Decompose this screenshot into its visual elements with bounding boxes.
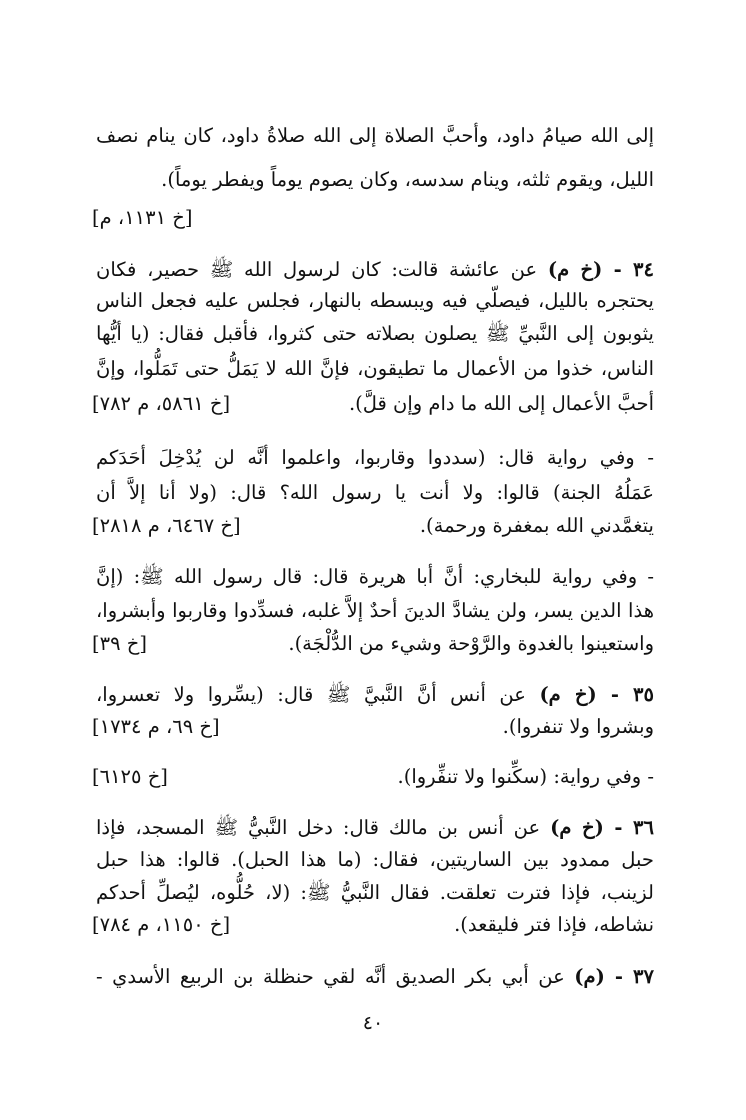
line-text: - وفي رواية: (سكِّنوا ولا تنفِّروا).	[397, 765, 654, 788]
text-line	[96, 478, 654, 508]
line-text: عَمَلُهُ الجنة) قالوا: ولا أنت يا رسول الله؟ قال: (ولا أنا إلاَّ أن	[96, 481, 654, 504]
text-line	[96, 562, 654, 592]
reference-citation: [خ ٣٩]	[92, 632, 147, 655]
line-text: الليل، ويقوم ثلثه، وينام سدسه، وكان يصوم يوماً ويفطر يوماً).	[161, 168, 654, 191]
reference-citation: [خ ٦٤٦٧، م ٢٨١٨]	[92, 514, 241, 537]
hadith-number: ٣٦ - (خ م)	[550, 816, 654, 839]
line-text: يثوبون إلى النَّبيِّ ﷺ يصلون بصلاته حتى كثروا، فأقبل فقال: (يا أيُّها	[96, 322, 654, 345]
text-line	[96, 962, 654, 992]
text-line	[96, 629, 654, 659]
reference-citation: [خ ١١٥٠، م ٧٨٤]	[92, 913, 231, 936]
reference-citation: [خ ١١٣١، م]	[92, 206, 193, 229]
line-text: - وفي رواية قال: (سددوا وقاربوا، واعلموا أنَّه لن يُدْخِلَ أحَدَكم	[96, 446, 654, 469]
text-line	[96, 286, 654, 316]
page-number: ٤٠	[362, 1012, 384, 1034]
text-line	[96, 121, 654, 151]
text-line	[96, 845, 654, 875]
hadith-number: ٣٧ - (م)	[574, 965, 654, 988]
text-line	[96, 878, 654, 908]
text-line	[96, 354, 654, 384]
line-text: وبشروا ولا تنفروا).	[502, 715, 654, 738]
line-text: حبل ممدود بين الساريتين، فقال: (ما هذا الحبل). قالوا: هذا حبل	[96, 848, 654, 871]
text-line	[96, 762, 654, 792]
line-text: هذا الدين يسر، ولن يشادَّ الدينَ أحدٌ إلاَّ غلبه، فسدِّدوا وقاربوا وأبشروا،	[96, 599, 654, 622]
line-text: لزينب، فإذا فترت تعلقت. فقال النَّبيُّ ﷺ: (لا، حُلُّوه، ليُصلِّ أحدكم	[96, 881, 654, 904]
text-line	[96, 596, 654, 626]
line-text: الناس، خذوا من الأعمال ما تطيقون، فإنَّ الله لا يَمَلُّ حتى تَمَلُّوا، وإنَّ	[96, 357, 654, 380]
line-text: عن أنس أنَّ النَّبيَّ ﷺ قال: (يسِّروا ولا تعسروا،	[96, 683, 540, 706]
line-text: نشاطه، فإذا فتر فليقعد).	[454, 913, 654, 936]
line-text: إلى الله صيامُ داود، وأحبَّ الصلاة إلى الله صلاةُ داود، كان ينام نصف	[96, 124, 654, 147]
text-line	[96, 813, 654, 843]
line-text: يتغمَّدني الله بمغفرة ورحمة).	[419, 514, 654, 537]
line-text: - وفي رواية للبخاري: أنَّ أبا هريرة قال: قال رسول الله ﷺ: (إنَّ	[96, 565, 654, 588]
line-text: عن أبي بكر الصديق أنَّه لقي حنظلة بن الربيع الأسدي -	[96, 965, 575, 988]
line-text: واستعينوا بالغدوة والرَّوْحة وشيء من الدُّلْجَة).	[288, 632, 654, 655]
line-text: عن عائشة قالت: كان لرسول الله ﷺ حصير، فكان	[96, 258, 548, 281]
line-text: عن أنس بن مالك قال: دخل النَّبيُّ ﷺ المسجد، فإذا	[96, 816, 551, 839]
reference-citation: [خ ٦٩، م ١٧٣٤]	[92, 715, 220, 738]
reference-citation: [خ ٦١٢٥]	[92, 765, 168, 788]
text-line	[96, 443, 654, 473]
text-line	[96, 165, 654, 195]
hadith-number: ٣٥ - (خ م)	[539, 683, 654, 706]
hadith-number: ٣٤ - (خ م)	[547, 258, 654, 281]
text-line	[96, 255, 654, 285]
line-text: أحبَّ الأعمال إلى الله ما دام وإن قلَّ).	[348, 392, 654, 415]
text-line	[96, 319, 654, 349]
line-text: يحتجره بالليل، فيصلّي فيه ويبسطه بالنهار، فجلس عليه فجعل الناس	[96, 289, 654, 312]
reference-citation: [خ ٥٨٦١، م ٧٨٢]	[92, 392, 231, 415]
text-line	[96, 680, 654, 710]
